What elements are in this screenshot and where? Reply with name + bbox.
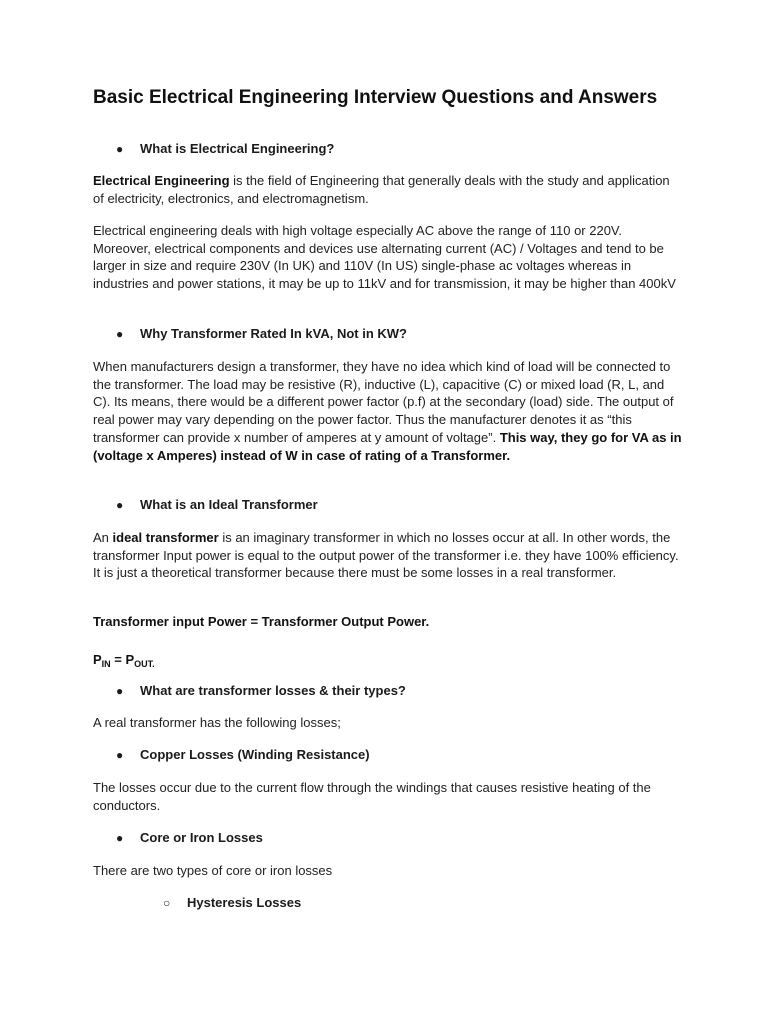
formula-lhs: P xyxy=(93,652,102,667)
paragraph-text: is an imaginary transformer in which no losses occur at all. In other words, the transformer Input power is equal to the output power of the transformer i.e. they have 100% efficiency. It is just a theoretical transformer because there must be some losses in a real transformer. xyxy=(93,530,679,581)
question-label: What are transformer losses & their types? xyxy=(140,683,406,698)
formula-lhs-sub: IN xyxy=(101,659,111,669)
paragraph-text: When manufacturers design a transformer, they have no idea which kind of load will be connected to the transformer. The load may be resistive (R), inductive (L), capacitive (C) or mixed load (R, L, and C). Its means, there would be a different power factor (p.f) at the secondary (load) side. The output of real power may vary depending on the power factor. Thus the manufacturer denotes it as “this transformer can provide x number of amperes at y amount of voltage”. xyxy=(93,359,674,445)
formula-rhs: P xyxy=(125,652,135,667)
paragraph-lead: An xyxy=(93,530,113,545)
paragraph-text: is the field of Engineering that generally deals with the study and application of electricity, electronics, and electromagnetism. xyxy=(93,173,670,206)
power-formula xyxy=(93,651,155,669)
formula-eq: = xyxy=(110,652,126,667)
paragraph-ideal-transformer xyxy=(93,529,683,582)
equation-statement: Transformer input Power = Transformer Output Power. xyxy=(93,614,430,629)
bold-term: Electrical Engineering xyxy=(93,173,230,188)
bullet-dot-icon: ● xyxy=(116,498,124,512)
paragraph-transformer-rating xyxy=(93,358,683,464)
formula-rhs-sub: OUT. xyxy=(134,659,155,669)
question-label: What is an Ideal Transformer xyxy=(140,497,318,512)
bullet-dot-icon: ● xyxy=(116,831,124,845)
bullet-dot-icon: ● xyxy=(116,748,124,762)
question-label: Why Transformer Rated In kVA, Not in KW? xyxy=(140,326,408,341)
paragraph-ee-voltage: Electrical engineering deals with high voltage especially AC above the range of 110 or 220V. Moreover, electrical components and devices use alternating current (AC) / Voltages and tend to be larger in size and require 230V (In UK) and 110V (In US) single-phase ac voltages whereas in industries and power stations, it may be up to 11kV and for transmission, it may be higher than 400kV xyxy=(93,223,676,292)
bullet-label: Core or Iron Losses xyxy=(140,830,263,845)
paragraph-core-losses: There are two types of core or iron losses xyxy=(93,863,333,878)
question-label: What is Electrical Engineering? xyxy=(140,141,335,156)
sub-bullet-label: Hysteresis Losses xyxy=(187,895,302,910)
paragraph-losses-intro: A real transformer has the following losses; xyxy=(93,715,341,730)
bold-statement: This way, they go for VA as in (voltage x Amperes) instead of W in case of rating of a Transformer. xyxy=(93,429,682,463)
paragraph-copper-losses: The losses occur due to the current flow through the windings that causes resistive heating of the conductors. xyxy=(93,780,651,813)
bullet-label: Copper Losses (Winding Resistance) xyxy=(140,747,370,762)
document-title: Basic Electrical Engineering Interview Questions and Answers xyxy=(93,87,658,108)
bold-term: ideal transformer xyxy=(112,530,219,545)
bullet-dot-icon: ● xyxy=(116,327,124,341)
sub-bullet-circle-icon: ○ xyxy=(163,896,171,910)
paragraph-ee-definition xyxy=(93,172,683,207)
bullet-dot-icon: ● xyxy=(116,142,124,156)
bullet-dot-icon: ● xyxy=(116,684,124,698)
